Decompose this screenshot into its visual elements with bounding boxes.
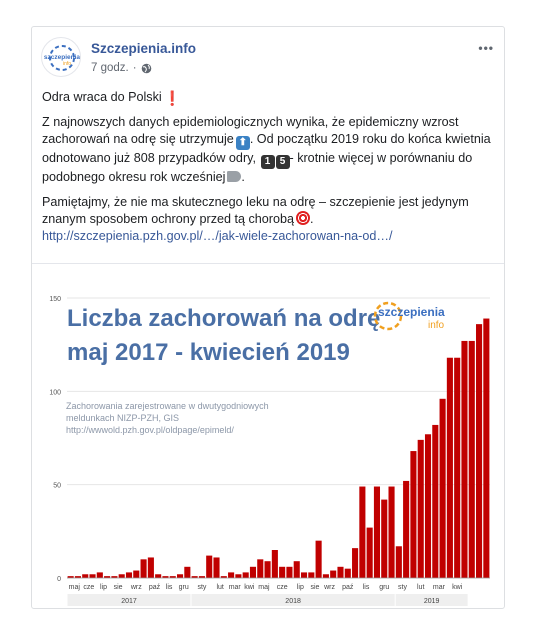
chart-title-line2: maj 2017 - kwiecień 2019 — [67, 339, 350, 366]
megaphone-icon — [227, 171, 241, 182]
chart-bar — [82, 574, 88, 578]
avatar[interactable] — [41, 37, 81, 77]
chart-bar — [345, 569, 351, 578]
post-line1: Odra wraca do Polski — [42, 90, 162, 104]
x-month-label: mar — [432, 584, 445, 591]
x-month-label: lis — [165, 584, 173, 591]
chart-bar — [206, 556, 212, 578]
chart-bar — [388, 487, 394, 578]
chart-bar — [97, 572, 103, 578]
chart-bar — [148, 557, 154, 578]
post-p2-b: . Od początku 2019 roku do końca kwietnia odnotowano już 808 przypadków odry, — [42, 132, 491, 165]
x-month-label: gru — [379, 584, 390, 591]
year-label: 2018 — [285, 598, 301, 605]
x-month-label: sie — [310, 584, 320, 591]
x-month-label: wrz — [130, 584, 142, 591]
chart-bar — [374, 487, 380, 578]
page-name-link[interactable]: Szczepienia.info — [91, 41, 197, 56]
x-axis-month-labels — [67, 578, 490, 591]
x-month-label: cze — [83, 584, 95, 591]
x-month-label: sty — [197, 584, 207, 591]
target-icon — [296, 211, 310, 225]
more-options-button[interactable]: ••• — [478, 41, 494, 55]
chart-bar — [381, 500, 387, 578]
chart-bar — [133, 571, 139, 578]
chart-logo — [375, 303, 445, 331]
chart-bar — [323, 574, 329, 578]
x-month-label: sty — [398, 584, 407, 591]
chart-bar — [330, 571, 336, 578]
digit-one-icon: 1 — [261, 155, 275, 169]
chart-bar — [177, 574, 183, 578]
chart-bar — [461, 341, 467, 578]
measles-chart — [32, 264, 504, 609]
y-tick-label: 50 — [53, 482, 61, 490]
x-month-label: paź — [342, 584, 354, 591]
chart-bar — [235, 574, 241, 578]
chart-bar — [359, 487, 365, 578]
y-axis-ticks — [49, 296, 61, 583]
post-text — [42, 89, 492, 253]
dot-separator: · — [132, 62, 137, 74]
x-month-label: maj — [258, 584, 270, 591]
chart-note-line2: meldunkach NIZP-PZH, GIS — [66, 413, 180, 423]
avatar-logo-line2: info — [62, 61, 72, 67]
x-month-label: sie — [113, 584, 123, 591]
chart-bar — [213, 557, 219, 578]
chart-logo-line2: info — [428, 320, 445, 331]
chart-bar — [294, 561, 300, 578]
globe-icon[interactable] — [141, 63, 152, 74]
chart-note-line1: Zachorowania zarejestrowane w dwutygodniowych — [66, 401, 269, 411]
x-month-label: wrz — [324, 584, 335, 591]
chart-bar — [141, 559, 147, 578]
x-month-label: mar — [228, 584, 241, 591]
post-link[interactable]: http://szczepienia.pzh.gov.pl/…/jak-wiele-zachorowan-na-od…/ — [42, 229, 393, 243]
chart-bar — [257, 559, 263, 578]
chart-image[interactable] — [32, 263, 504, 609]
chart-bar — [155, 574, 161, 578]
post-p3-a: Pamiętajmy, że nie ma skutecznego leku na odrę – szczepienie jest jedynym znanym sposobem ochrony przed tą chorobą — [42, 195, 469, 226]
chart-bar — [483, 319, 489, 578]
chart-bar — [337, 567, 343, 578]
post-p2-a: Z najnowszych danych epidemiologicznych wynika, że epidemiczny wzrost zachorowań na odrę się utrzymuje — [42, 115, 459, 146]
digit-five-icon: 5 — [276, 155, 290, 169]
post-card — [31, 26, 505, 609]
chart-bar — [126, 572, 132, 578]
chart-bar — [469, 341, 475, 578]
x-month-label: lut — [216, 584, 224, 591]
chart-bar — [403, 481, 409, 578]
chart-bar — [250, 567, 256, 578]
post-paragraph-1 — [42, 89, 492, 106]
y-tick-label: 100 — [49, 389, 61, 397]
x-month-label: gru — [178, 584, 189, 591]
chart-bar — [352, 548, 358, 578]
chart-bar — [476, 324, 482, 578]
post-paragraph-3: Pamiętajmy, że nie ma skutecznego leku na odrę – szczepienie jest jedynym znanym sposobem ochrony przed tą chorobą . http://szczepienia.pzh.gov.pl/…/jak-wiele-zachorowan-na-od…/ — [42, 195, 469, 243]
x-month-label: kwi — [244, 584, 255, 591]
x-axis-year-band — [68, 594, 468, 606]
x-month-label: lip — [296, 584, 304, 591]
post-p2-c: - krotnie więcej w porównaniu do podobnego okresu rok wcześniej — [42, 151, 473, 184]
chart-title-line1: Liczba zachorowań na odrę — [67, 305, 381, 332]
chart-bar — [425, 434, 431, 578]
post-timestamp[interactable]: 7 godz. — [91, 62, 129, 74]
y-tick-label: 0 — [57, 576, 61, 583]
exclamation-icon: ❗ — [163, 90, 182, 106]
post-paragraph-2: Z najnowszych danych epidemiologicznych wynika, że epidemiczny wzrost zachorowań na odrę się utrzymuje ⬆ . Od początku 2019 roku do końca kwietnia odnotowano już 808 przypadków odry, 1 5 - krotnie więcej w porównaniu do podobnego okresu rok wcześniej . — [42, 115, 491, 184]
chart-bar — [184, 567, 190, 578]
chart-bar — [279, 567, 285, 578]
x-month-label: maj — [68, 584, 80, 591]
chart-bar — [228, 572, 234, 578]
szczepienia-logo-icon — [42, 38, 81, 77]
chart-bar — [410, 451, 416, 578]
x-month-label: lis — [362, 584, 370, 591]
arrow-up-icon: ⬆ — [236, 136, 250, 150]
chart-bar — [432, 425, 438, 578]
chart-bar — [119, 574, 125, 578]
chart-bar — [367, 528, 373, 578]
chart-bar — [308, 572, 314, 578]
x-month-label: lut — [417, 584, 425, 591]
chart-bar — [440, 399, 446, 578]
chart-bar — [89, 574, 95, 578]
x-month-label: kwi — [452, 584, 463, 591]
x-month-label: paź — [148, 584, 161, 591]
chart-bar — [418, 440, 424, 578]
chart-bar — [396, 546, 402, 578]
avatar-logo-line1: szczepienia — [43, 54, 81, 61]
chart-bar — [447, 358, 453, 578]
x-month-label: lip — [99, 584, 107, 591]
chart-note-line3: http://wwwold.pzh.gov.pl/oldpage/epimeld/ — [66, 425, 234, 435]
x-month-label: cze — [276, 584, 288, 591]
chart-bar — [243, 572, 249, 578]
year-label: 2019 — [423, 598, 440, 605]
year-label: 2017 — [121, 598, 137, 605]
chart-bar — [272, 550, 278, 578]
chart-bar — [286, 567, 292, 578]
chart-bar — [265, 561, 271, 578]
y-tick-label: 150 — [49, 296, 61, 303]
chart-logo-line1: szczepienia — [378, 305, 445, 319]
chart-bar — [316, 541, 322, 578]
post-meta — [91, 62, 152, 74]
chart-bar — [454, 358, 460, 578]
chart-bar — [301, 572, 307, 578]
